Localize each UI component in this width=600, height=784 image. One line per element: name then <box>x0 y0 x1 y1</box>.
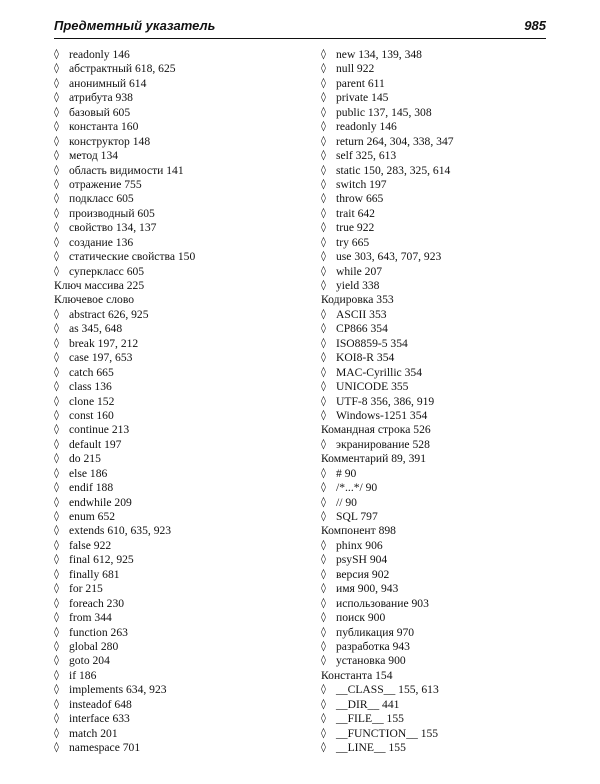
index-subentry: ◊ false 922 <box>54 539 304 553</box>
index-subentry: ◊ /*...*/ 90 <box>321 481 571 495</box>
index-subentry: ◊ создание 136 <box>54 236 304 250</box>
index-subentry: ◊ метод 134 <box>54 149 304 163</box>
index-subentry: ◊ область видимости 141 <box>54 164 304 178</box>
index-subentry: ◊ null 922 <box>321 62 571 76</box>
index-subentry: ◊ MAC-Cyrillic 354 <box>321 366 571 380</box>
index-entry: Компонент 898 <box>321 524 396 538</box>
index-subentry: ◊ поиск 900 <box>321 611 571 625</box>
index-subentry: ◊ parent 611 <box>321 77 571 91</box>
index-subentry: ◊ имя 900, 943 <box>321 582 571 596</box>
index-subentry: ◊ __DIR__ 441 <box>321 698 571 712</box>
index-subentry: ◊ function 263 <box>54 626 304 640</box>
index-subentry: ◊ phinx 906 <box>321 539 571 553</box>
index-subentry: ◊ else 186 <box>54 467 304 481</box>
index-subentry: ◊ __FILE__ 155 <box>321 712 571 726</box>
index-subentry: ◊ finally 681 <box>54 568 304 582</box>
index-subentry: ◊ private 145 <box>321 91 571 105</box>
index-subentry: ◊ break 197, 212 <box>54 337 304 351</box>
index-subentry: ◊ foreach 230 <box>54 597 304 611</box>
index-subentry: ◊ const 160 <box>54 409 304 423</box>
index-subentry: ◊ global 280 <box>54 640 304 654</box>
index-subentry: ◊ match 201 <box>54 727 304 741</box>
index-subentry: ◊ psySH 904 <box>321 553 571 567</box>
index-subentry: ◊ # 90 <box>321 467 571 481</box>
index-subentry: ◊ установка 900 <box>321 654 571 668</box>
index-subentry: ◊ true 922 <box>321 221 571 235</box>
index-subentry: ◊ insteadof 648 <box>54 698 304 712</box>
index-subentry: ◊ extends 610, 635, 923 <box>54 524 304 538</box>
index-subentry: ◊ использование 903 <box>321 597 571 611</box>
index-subentry: ◊ abstract 626, 925 <box>54 308 304 322</box>
index-subentry: ◊ CP866 354 <box>321 322 571 336</box>
index-subentry: ◊ константа 160 <box>54 120 304 134</box>
index-subentry: ◊ yield 338 <box>321 279 571 293</box>
index-subentry: ◊ enum 652 <box>54 510 304 524</box>
index-subentry: ◊ анонимный 614 <box>54 77 304 91</box>
index-subentry: ◊ конструктор 148 <box>54 135 304 149</box>
index-subentry: ◊ trait 642 <box>321 207 571 221</box>
index-subentry: ◊ UTF-8 356, 386, 919 <box>321 395 571 409</box>
index-subentry: ◊ readonly 146 <box>321 120 571 134</box>
index-subentry: ◊ case 197, 653 <box>54 351 304 365</box>
index-subentry: ◊ KOI8-R 354 <box>321 351 571 365</box>
index-subentry: ◊ return 264, 304, 338, 347 <box>321 135 571 149</box>
index-subentry: ◊ разработка 943 <box>321 640 571 654</box>
index-subentry: ◊ while 207 <box>321 265 571 279</box>
index-subentry: ◊ ISO8859-5 354 <box>321 337 571 351</box>
index-column-left <box>54 48 304 755</box>
index-subentry: ◊ версия 902 <box>321 568 571 582</box>
index-subentry: ◊ implements 634, 923 <box>54 683 304 697</box>
index-subentry: ◊ throw 665 <box>321 192 571 206</box>
index-subentry: ◊ public 137, 145, 308 <box>321 106 571 120</box>
index-subentry: ◊ ASCII 353 <box>321 308 571 322</box>
index-subentry: ◊ // 90 <box>321 496 571 510</box>
page-number: 985 <box>524 18 546 33</box>
index-subentry: ◊ статические свойства 150 <box>54 250 304 264</box>
index-subentry: ◊ экранирование 528 <box>321 438 571 452</box>
index-subentry: ◊ try 665 <box>321 236 571 250</box>
index-subentry: ◊ continue 213 <box>54 423 304 437</box>
index-entry: Командная строка 526 <box>321 423 431 437</box>
index-subentry: ◊ from 344 <box>54 611 304 625</box>
index-subentry: ◊ суперкласс 605 <box>54 265 304 279</box>
index-subentry: ◊ __LINE__ 155 <box>321 741 571 755</box>
index-subentry: ◊ производный 605 <box>54 207 304 221</box>
index-subentry: ◊ namespace 701 <box>54 741 304 755</box>
index-subentry: ◊ for 215 <box>54 582 304 596</box>
index-subentry: ◊ endif 188 <box>54 481 304 495</box>
index-subentry: ◊ new 134, 139, 348 <box>321 48 571 62</box>
index-subentry: ◊ SQL 797 <box>321 510 571 524</box>
index-subentry: ◊ class 136 <box>54 380 304 394</box>
index-subentry: ◊ catch 665 <box>54 366 304 380</box>
index-subentry: ◊ абстрактный 618, 625 <box>54 62 304 76</box>
index-entry: Ключ массива 225 <box>54 279 145 292</box>
index-subentry: ◊ readonly 146 <box>54 48 304 62</box>
index-subentry: ◊ __FUNCTION__ 155 <box>321 727 571 741</box>
index-entry: Константа 154 <box>321 668 393 682</box>
index-subentry: ◊ отражение 755 <box>54 178 304 192</box>
index-subentry: ◊ публикация 970 <box>321 626 571 640</box>
index-subentry: ◊ Windows-1251 354 <box>321 409 571 423</box>
index-subentry: ◊ use 303, 643, 707, 923 <box>321 250 571 264</box>
index-subentry: ◊ if 186 <box>54 669 304 683</box>
index-subentry: ◊ static 150, 283, 325, 614 <box>321 164 571 178</box>
index-subentry: ◊ endwhile 209 <box>54 496 304 510</box>
index-subentry: ◊ do 215 <box>54 452 304 466</box>
index-subentry: ◊ interface 633 <box>54 712 304 726</box>
header-title: Предметный указатель <box>54 18 216 33</box>
index-subentry: ◊ подкласс 605 <box>54 192 304 206</box>
index-column-right <box>321 48 571 755</box>
index-subentry: ◊ clone 152 <box>54 395 304 409</box>
index-subentry: ◊ __CLASS__ 155, 613 <box>321 683 571 697</box>
index-entry: Ключевое слово <box>54 293 135 307</box>
index-subentry: ◊ свойство 134, 137 <box>54 221 304 235</box>
index-entry: Комментарий 89, 391 <box>321 452 426 466</box>
index-subentry: ◊ базовый 605 <box>54 106 304 120</box>
index-subentry: ◊ as 345, 648 <box>54 322 304 336</box>
index-subentry: ◊ self 325, 613 <box>321 149 571 163</box>
index-subentry: ◊ final 612, 925 <box>54 553 304 567</box>
index-subentry: ◊ goto 204 <box>54 654 304 668</box>
index-subentry: ◊ UNICODE 355 <box>321 380 571 394</box>
index-subentry: ◊ атрибута 938 <box>54 91 304 105</box>
index-subentry: ◊ default 197 <box>54 438 304 452</box>
index-subentry: ◊ switch 197 <box>321 178 571 192</box>
index-entry: Кодировка 353 <box>321 293 394 307</box>
running-header <box>54 14 546 39</box>
